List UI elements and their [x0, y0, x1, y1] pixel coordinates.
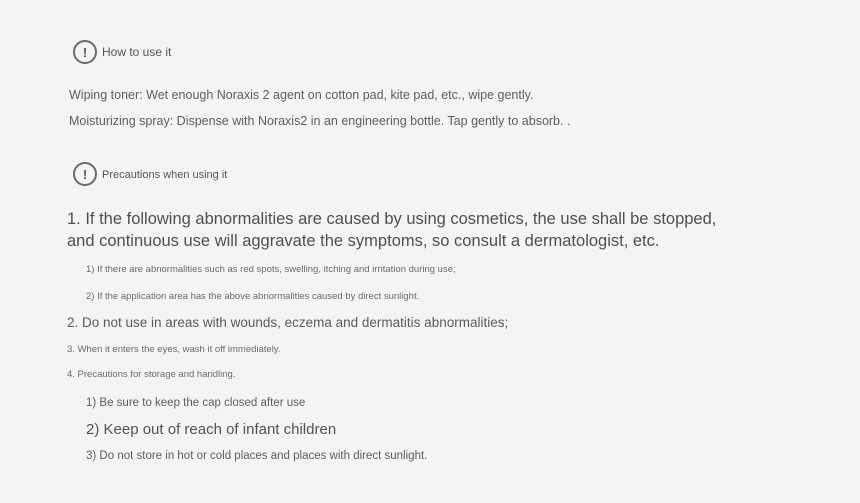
precaution-item-4: 4. Precautions for storage and handling.: [67, 369, 236, 380]
how-to-use-line-1: Wiping toner: Wet enough Noraxis 2 agent on cotton pad, kite pad, etc., wipe gently.: [69, 88, 534, 102]
precaution-item-1-sub-2: 2) If the application area has the above abnormalities caused by direct sunlight.: [86, 291, 420, 302]
precaution-item-3: 3. When it enters the eyes, wash it off immediately.: [67, 344, 281, 355]
precaution-item-4-sub-2: 2) Keep out of reach of infant children: [86, 421, 337, 438]
precaution-item-1-sub-1: 1) If there are abnormalities such as red spots, swelling, itching and irritation during use;: [86, 264, 456, 275]
info-icon: !: [73, 40, 97, 64]
precaution-item-1-line-2: and continuous use will aggravate the symptoms, so consult a dermatologist, etc.: [67, 232, 660, 250]
precaution-item-4-sub-3: 3) Do not store in hot or cold places and places with direct sunlight.: [86, 450, 428, 462]
how-to-use-line-2: Moisturizing spray: Dispense with Noraxis2 in an engineering bottle. Tap gently to absorb. .: [69, 114, 571, 128]
precaution-item-1-line-1: 1. If the following abnormalities are caused by using cosmetics, the use shall be stopped,: [67, 210, 717, 228]
precaution-item-2: 2. Do not use in areas with wounds, eczema and dermatitis abnormalities;: [67, 315, 509, 330]
precaution-item-4-sub-1: 1) Be sure to keep the cap closed after use: [86, 397, 306, 409]
info-icon: !: [73, 162, 97, 186]
how-to-use-title: How to use it: [102, 45, 172, 59]
precautions-title: Precautions when using it: [102, 169, 228, 181]
